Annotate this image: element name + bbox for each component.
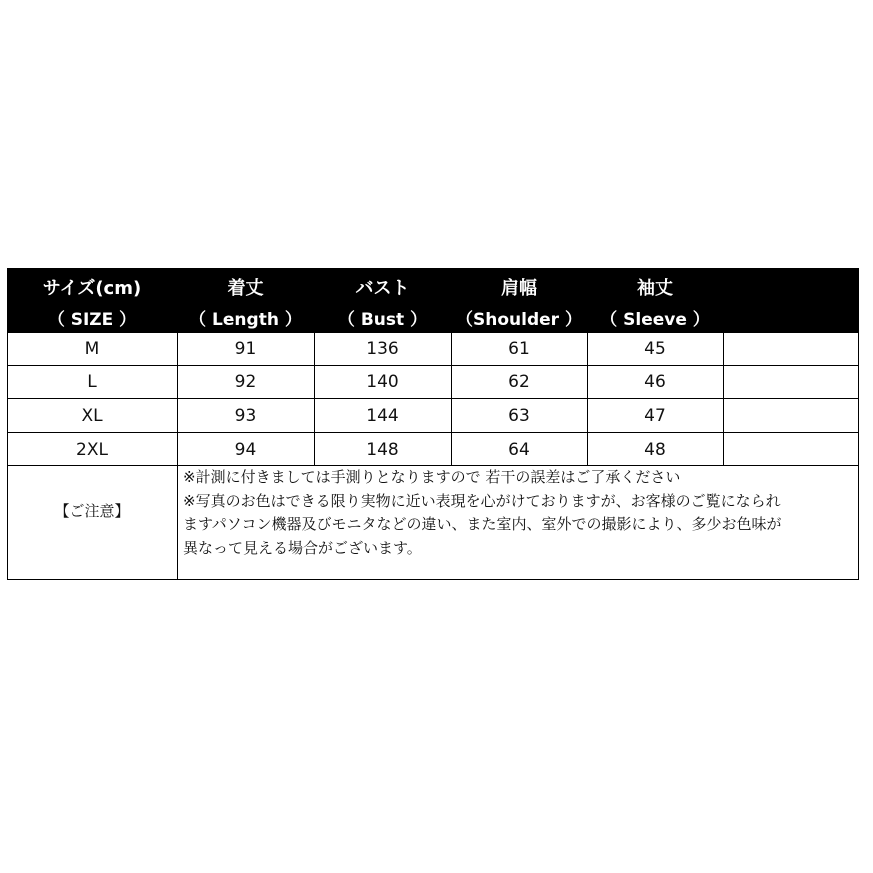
note-line: ますパソコン機器及びモニタなどの違い、また室内、室外での撮影により、多少お色味が <box>183 515 782 533</box>
header-bust-en: （ Bust ） <box>337 310 428 330</box>
cell-shoulder: 63 <box>508 406 530 426</box>
cell-shoulder: 61 <box>508 339 530 359</box>
header-shoulder <box>451 268 587 333</box>
cell-bust: 144 <box>366 406 399 426</box>
cell-shoulder: 62 <box>508 372 530 392</box>
header-shoulder-en: （Shoulder ） <box>456 310 582 330</box>
header-sleeve-en: （ Sleeve ） <box>600 310 710 330</box>
size-chart-table <box>7 268 859 580</box>
header-length <box>177 268 314 333</box>
notes-text <box>183 466 859 560</box>
divider-sleeve <box>723 333 724 466</box>
header-sleeve-jp: 袖丈 <box>637 278 673 299</box>
note-line: ※計測に付きましては手測りとなりますので 若干の誤差はご了承ください <box>183 468 681 486</box>
header-size-en: （ SIZE ） <box>47 310 137 330</box>
cell-bust: 140 <box>366 372 399 392</box>
cell-bust: 136 <box>366 339 399 359</box>
header-shoulder-jp: 肩幅 <box>501 278 537 299</box>
table-bottom-border <box>7 579 859 580</box>
cell-size: XL <box>81 406 103 426</box>
note-line: 異なって見える場合がございます。 <box>183 538 422 557</box>
header-bust-jp: バスト <box>355 278 410 299</box>
cell-sleeve: 47 <box>644 406 666 426</box>
cell-size: L <box>87 372 97 392</box>
row-divider <box>7 365 859 366</box>
row-divider <box>7 398 859 399</box>
cell-sleeve: 45 <box>644 339 666 359</box>
table-header-row <box>7 268 859 333</box>
cell-size: 2XL <box>76 440 108 460</box>
cell-size: M <box>84 339 100 359</box>
notes-label: 【ご注意】 <box>54 502 130 520</box>
row-divider <box>7 432 859 433</box>
header-sleeve <box>587 268 723 333</box>
note-line: ※写真のお色はできる限り実物に近い表現を心がけておりますが、お客様のご覧になられ <box>183 491 781 510</box>
cell-length: 93 <box>234 406 257 426</box>
header-length-en: （ Length ） <box>189 310 302 330</box>
header-size <box>7 268 177 333</box>
cell-shoulder: 64 <box>508 440 530 460</box>
cell-bust: 148 <box>366 440 399 460</box>
cell-length: 91 <box>234 339 257 359</box>
header-bust <box>314 268 451 333</box>
cell-length: 94 <box>234 440 257 460</box>
cell-sleeve: 46 <box>644 372 666 392</box>
header-size-jp: サイズ(cm) <box>42 278 142 299</box>
header-length-jp: 着丈 <box>227 278 264 299</box>
cell-length: 92 <box>234 372 257 392</box>
cell-sleeve: 48 <box>644 440 666 460</box>
